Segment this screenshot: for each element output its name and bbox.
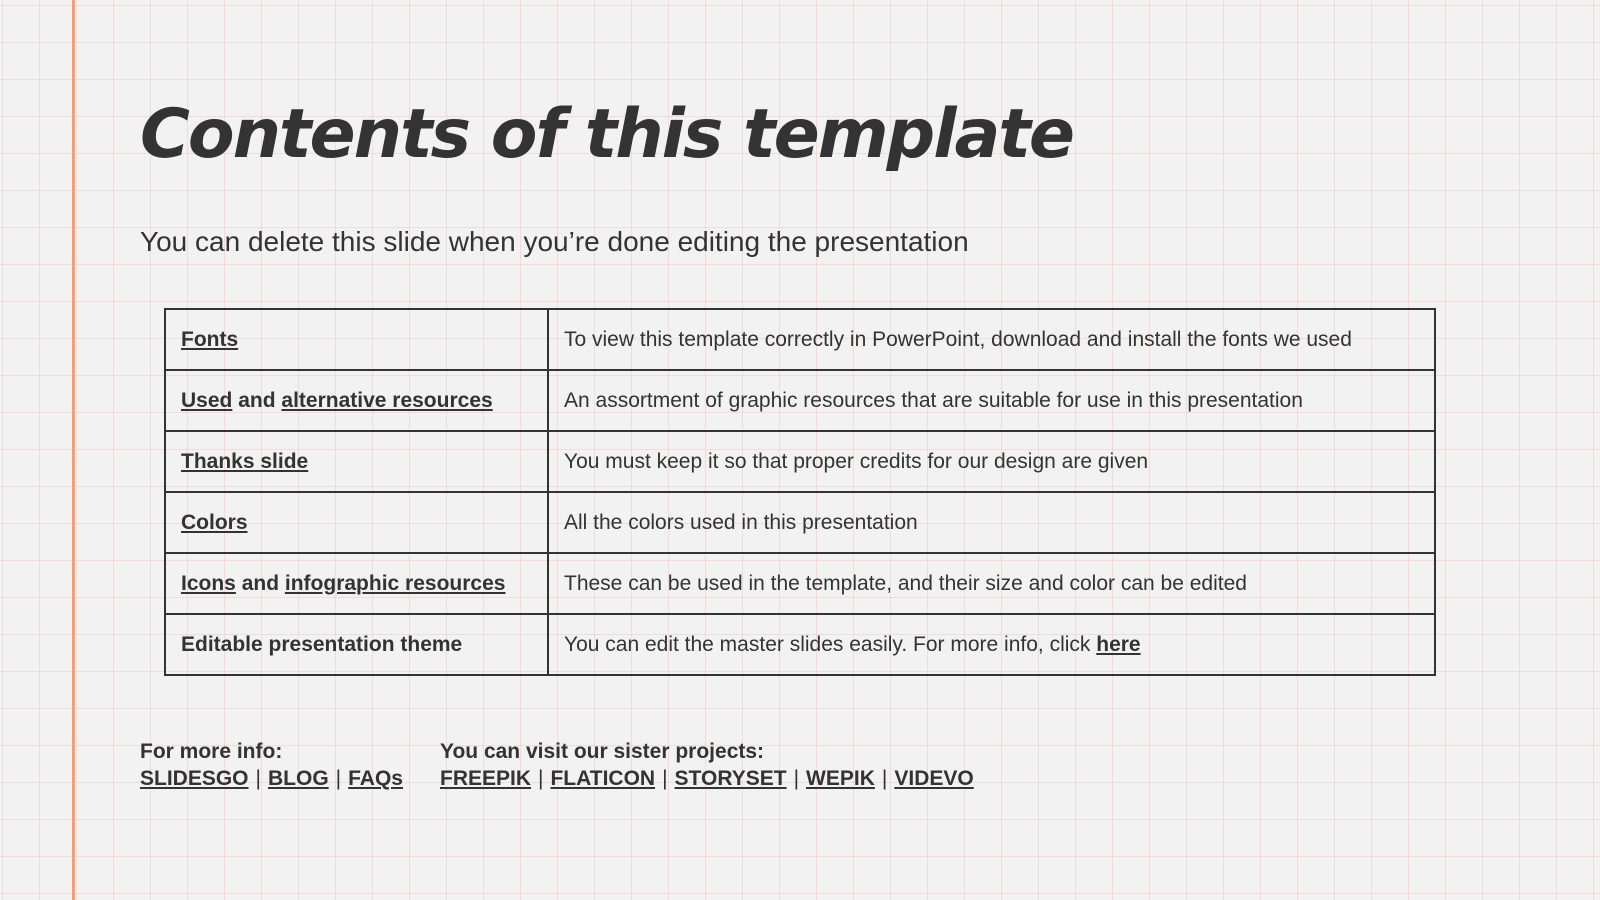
row-description: An assortment of graphic resources that are suitable for use in this presentation: [548, 370, 1435, 431]
wepik-link[interactable]: WEPIK: [806, 767, 875, 790]
link-separator: |: [335, 767, 342, 790]
row-description: [548, 614, 1435, 675]
table-row: [165, 309, 1435, 370]
row-connector: and: [241, 571, 280, 595]
slidesgo-link[interactable]: SLIDESGO: [140, 767, 249, 790]
link-separator: |: [793, 767, 800, 790]
table-row: [165, 370, 1435, 431]
here-link[interactable]: here: [1096, 632, 1141, 656]
row-label: [165, 553, 548, 614]
more-info-links: [140, 765, 403, 792]
row-label: [165, 309, 548, 370]
link-separator: |: [538, 767, 544, 790]
colors-link[interactable]: Colors: [181, 510, 248, 534]
freepik-link[interactable]: FREEPIK: [440, 767, 532, 790]
row-label: [165, 370, 548, 431]
row-description: These can be used in the template, and their size and color can be edited: [548, 553, 1435, 614]
sister-projects-block: [440, 738, 974, 792]
infographic-resources-link[interactable]: infographic resources: [284, 571, 506, 595]
storyset-link[interactable]: STORYSET: [674, 767, 787, 790]
thanks-slide-link[interactable]: Thanks slide: [181, 449, 309, 473]
table-row: [165, 492, 1435, 553]
sister-projects-heading: You can visit our sister projects:: [440, 740, 765, 763]
page-title: Contents of this template: [140, 95, 1074, 174]
row-description-text: You can edit the master slides easily. For more info, click: [564, 632, 1091, 656]
margin-line: [72, 0, 75, 900]
flaticon-link[interactable]: FLATICON: [550, 767, 656, 790]
row-label: [165, 492, 548, 553]
contents-table: [164, 308, 1436, 676]
videvo-link[interactable]: VIDEVO: [894, 767, 974, 790]
row-label: Editable presentation theme: [165, 614, 548, 675]
alternative-resources-link[interactable]: alternative resources: [281, 388, 493, 412]
fonts-link[interactable]: Fonts: [181, 327, 239, 351]
blog-link[interactable]: BLOG: [268, 767, 329, 790]
more-info-heading: For more info:: [140, 740, 283, 763]
row-label: [165, 431, 548, 492]
row-connector: and: [238, 388, 276, 412]
sister-projects-links: [440, 765, 974, 792]
link-separator: |: [255, 767, 261, 790]
faqs-link[interactable]: FAQs: [348, 767, 403, 790]
link-separator: |: [662, 767, 668, 790]
row-description: To view this template correctly in PowerPoint, download and install the fonts we used: [548, 309, 1435, 370]
table-row: [165, 553, 1435, 614]
link-separator: |: [881, 767, 888, 790]
row-description: You must keep it so that proper credits for our design are given: [548, 431, 1435, 492]
used-resources-link[interactable]: Used: [181, 388, 233, 412]
page-subtitle: You can delete this slide when you’re done editing the presentation: [140, 226, 969, 257]
table-row: [165, 431, 1435, 492]
row-description: All the colors used in this presentation: [548, 492, 1435, 553]
table-row: [165, 614, 1435, 675]
more-info-block: [140, 738, 403, 792]
icons-link[interactable]: Icons: [181, 571, 236, 595]
